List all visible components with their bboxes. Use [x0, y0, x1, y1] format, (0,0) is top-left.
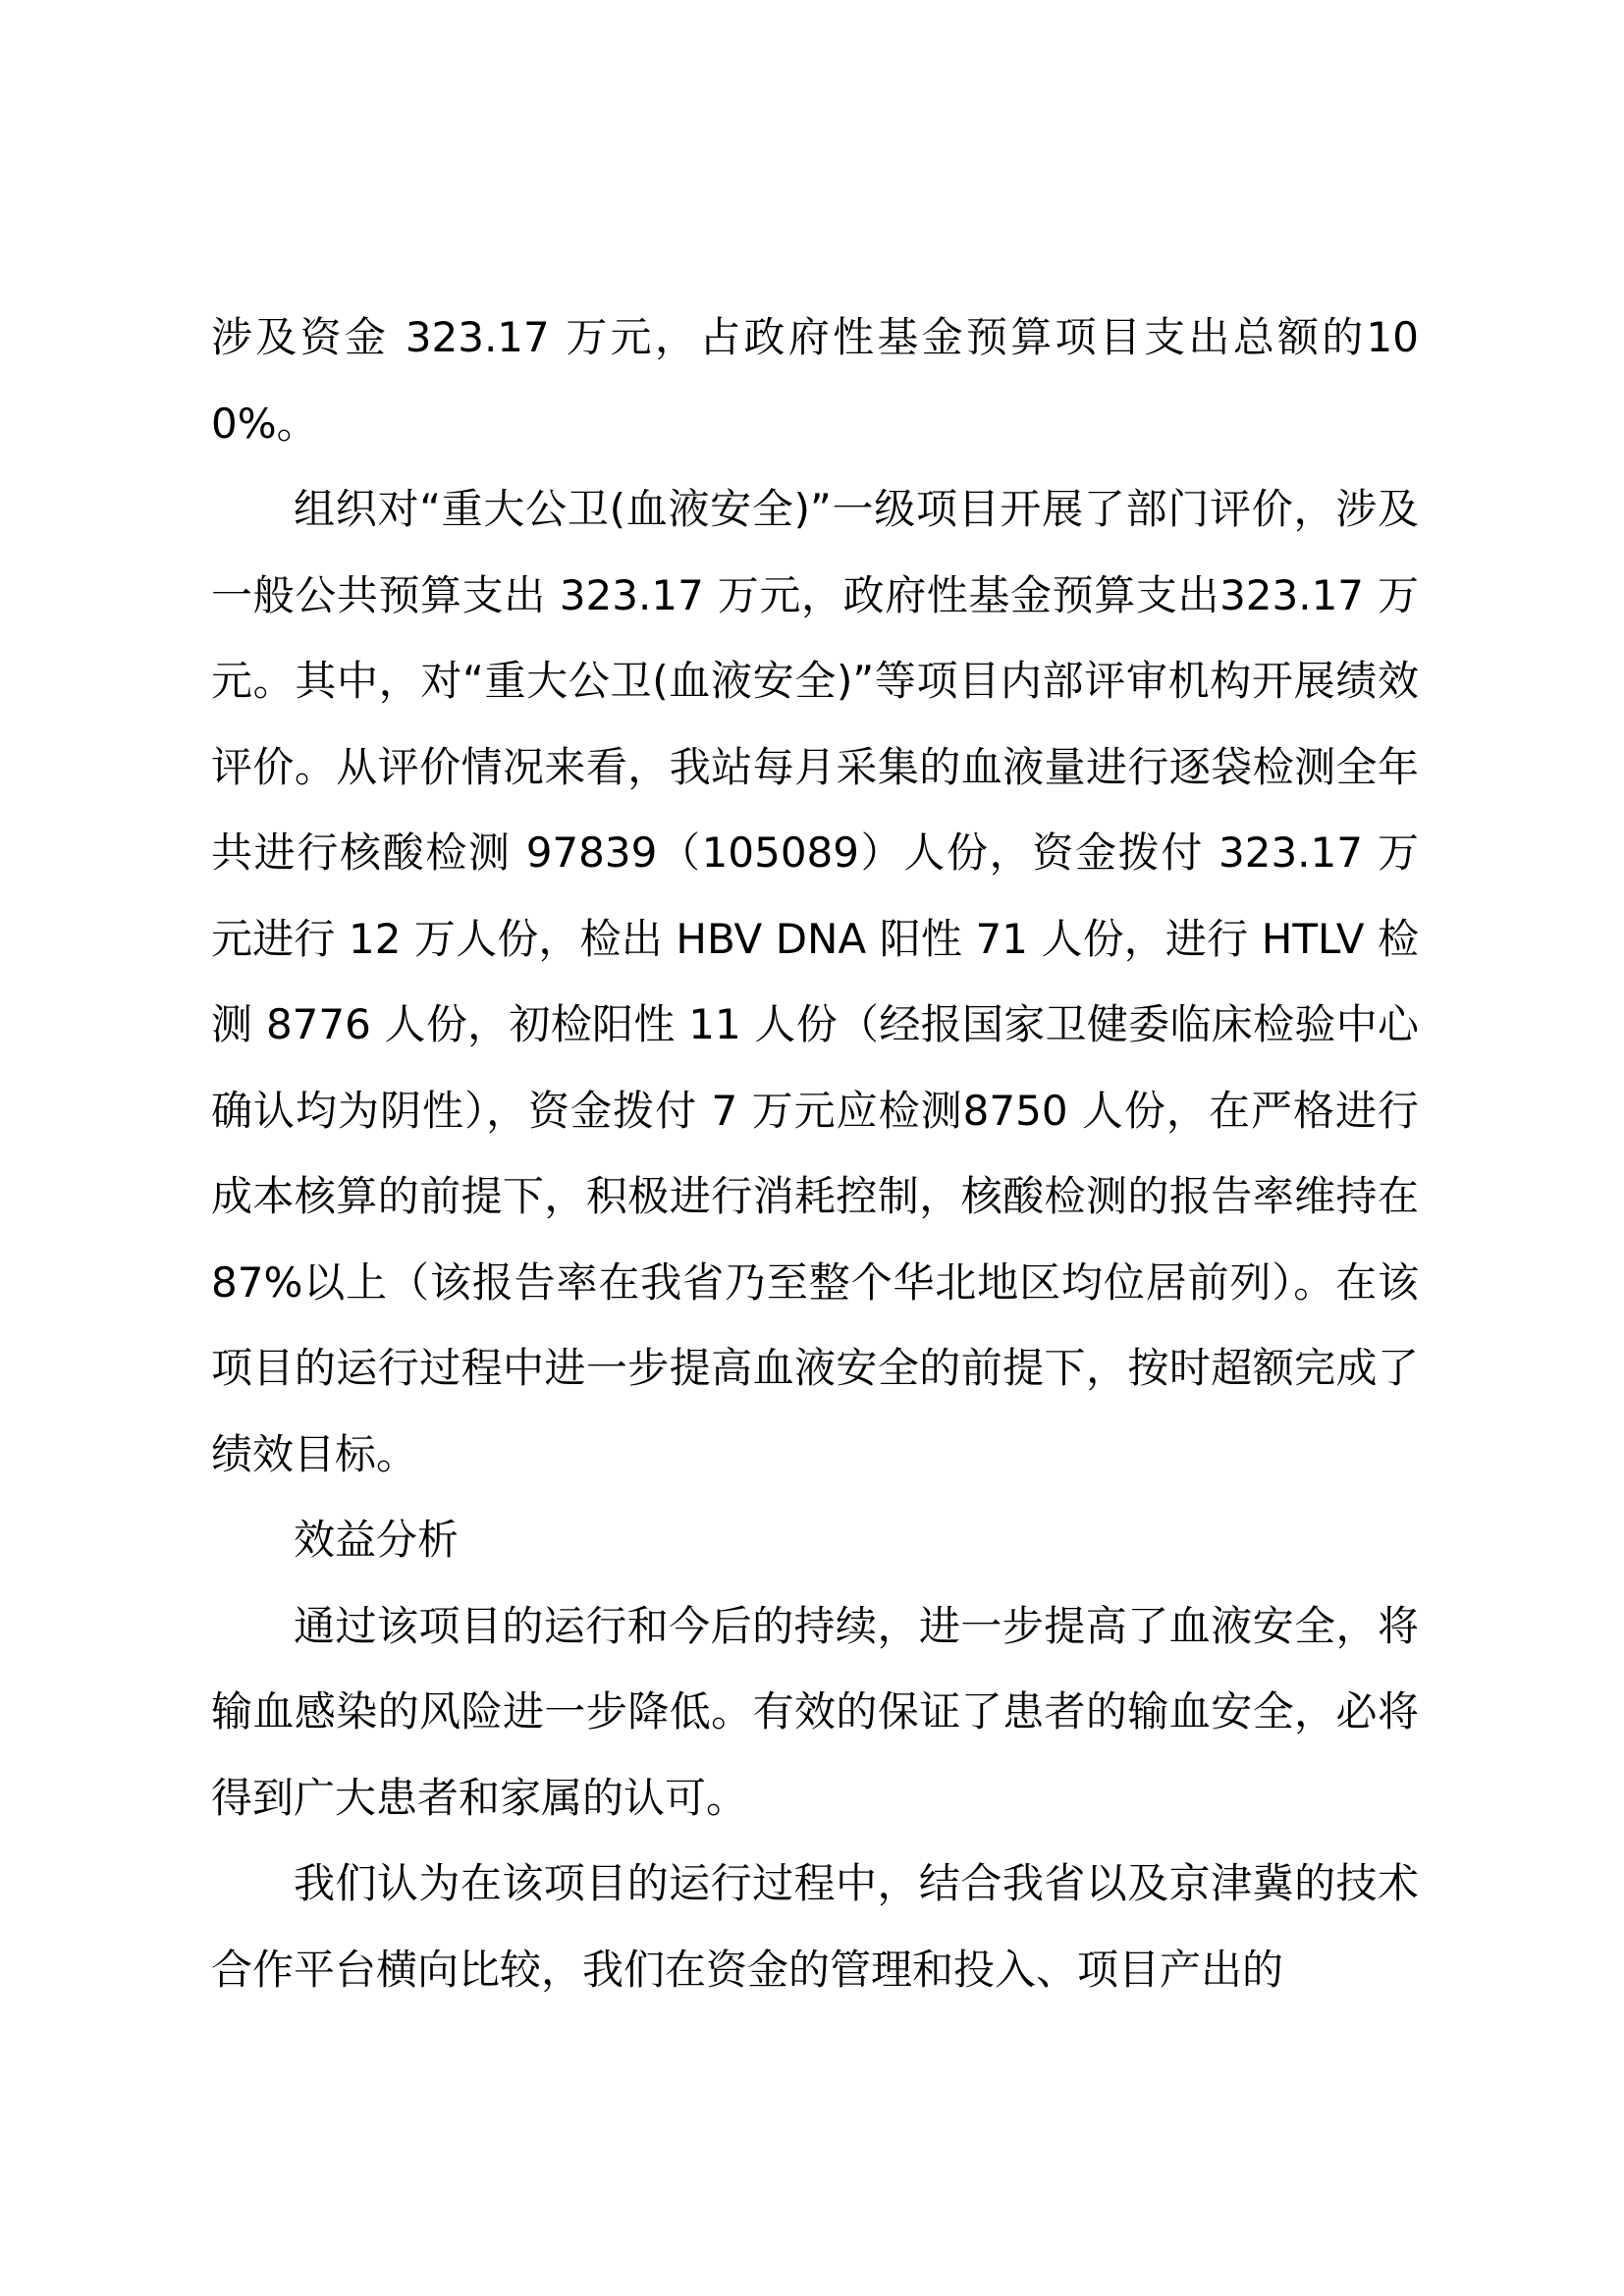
- section-heading-benefit-analysis: 效益分析: [294, 1516, 460, 1564]
- paragraph-evaluation: 组织对“重大公卫(血液安全)”一级项目开展了部门评价，涉及一般公共预算支出 323.17 万元，政府性基金预算支出323.17 万元。其中，对“重大公卫(血液安全)”等项目内部评审机构开展绩效评价。从评价情况来看，我站每月采集的血液量进行逐袋检测全年共进行核酸检测 97839（105089）人份，资金拨付 323.17 万元进行 12 万人份，检出 HBV DNA 阳性 71 人份，进行 HTLV 检测 8776 人份，初检阳性 11 人份（经报国家卫健委临床检验中心确认均为阴性），资金拨付 7 万元应检测8750 人份，在严格进行成本核算的前提下，积极进行消耗控制，核酸检测的报告率维持在 87%以上（该报告率在我省乃至整个华北地区均位居前列）。在该项目的运行过程中进一步提高血液安全的前提下，按时超额完成了绩效目标。: [211, 485, 1419, 1478]
- paragraph-benefit: 通过该项目的运行和今后的持续，进一步提高了血液安全，将输血感染的风险进一步降低。有效的保证了患者的输血安全，必将得到广大患者和家属的认可。: [211, 1601, 1419, 1822]
- document-body: [211, 294, 1419, 2012]
- paragraph-funding-summary: 涉及资金 323.17 万元，占政府性基金预算项目支出总额的100%。: [211, 313, 1419, 448]
- paragraph-conclusion: 我们认为在该项目的运行过程中，结合我省以及京津冀的技术合作平台横向比较，我们在资金的管理和投入、项目产出的: [211, 1859, 1419, 1994]
